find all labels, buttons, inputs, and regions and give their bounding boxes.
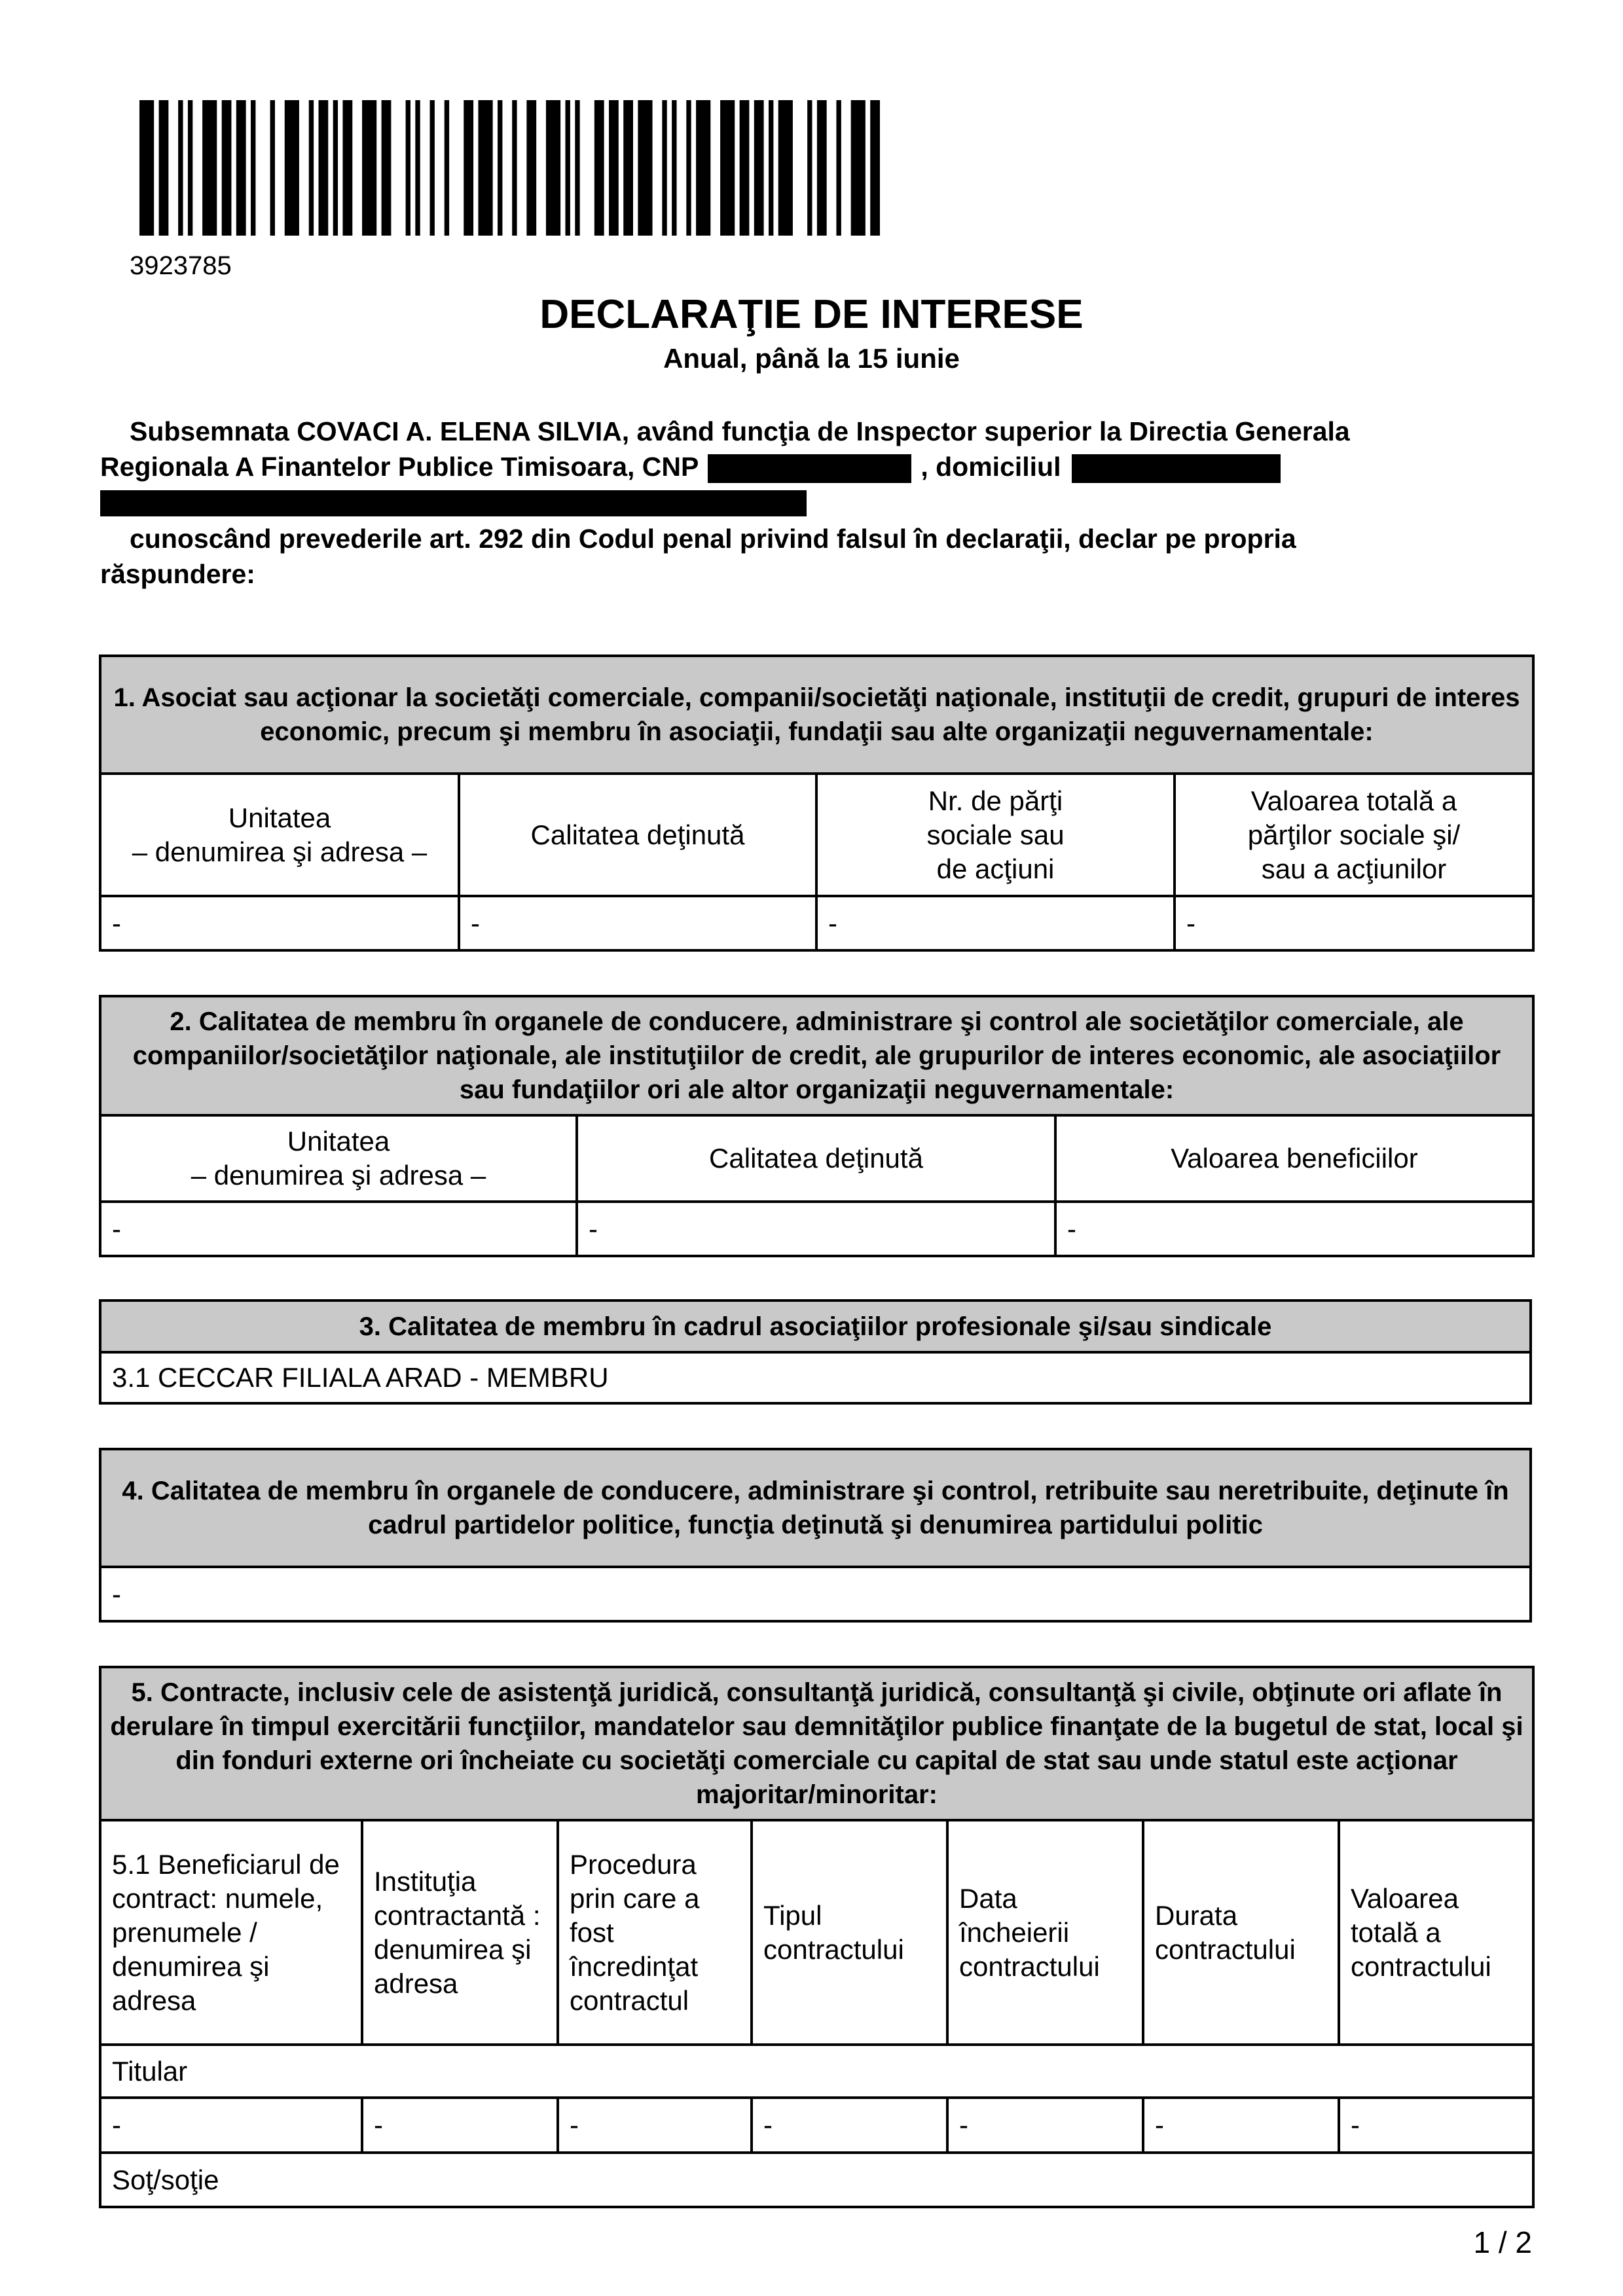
redacted-address xyxy=(1072,454,1281,483)
section-2-table xyxy=(99,995,1535,1257)
intro-line-3: cunoscând prevederile art. 292 din Codul penal privind falsul în declaraţii, declar pe propria xyxy=(130,524,1296,554)
barcode-bar xyxy=(285,100,299,236)
page-number: 1 / 2 xyxy=(1473,2225,1532,2259)
barcode-bar xyxy=(202,100,217,236)
barcode-bar xyxy=(594,100,604,236)
barcode-bar xyxy=(382,100,392,236)
barcode-bar xyxy=(464,100,473,236)
table-row xyxy=(100,1202,1533,1256)
section-5-heading: 5. Contracte, inclusiv cele de asistenţă juridică, consultanţă juridică, consultanţă şi civile, obţinute ori aflate în derulare în timpul exercitării funcţiilor, mandatelor sau demnităţilor publice finanţate de la bugetul de stat, local şi din fonduri externe ori încheiate cu societăţi comerciale cu capital de stat sau unde statul este acţionar majoritar/minoritar: xyxy=(100,1667,1533,1820)
table-row xyxy=(100,2098,1533,2153)
barcode-bar xyxy=(754,100,764,236)
intro-domiciliu-label: , domiciliul xyxy=(921,452,1061,482)
column-header: 5.1 Beneficiarul de contract: numele, prenumele / denumirea şi adresa xyxy=(100,1820,362,2045)
barcode-bar xyxy=(566,100,570,236)
barcode-bar xyxy=(720,100,735,236)
table-row xyxy=(100,1352,1531,1403)
barcode-bar xyxy=(686,100,691,236)
table-cell: - xyxy=(459,896,816,950)
barcode-bar xyxy=(406,100,410,236)
redacted-address-continued xyxy=(100,490,807,516)
barcode-bar xyxy=(769,100,773,236)
barcode-bar xyxy=(498,100,502,236)
barcode-bar xyxy=(415,100,420,236)
barcode-bar xyxy=(251,100,255,236)
intro-line-1: Subsemnata COVACI A. ELENA SILVIA, având funcţia de Inspector superior la Directia Generala xyxy=(130,416,1350,446)
barcode-bar xyxy=(526,100,536,236)
barcode-bar xyxy=(778,100,793,236)
barcode-bar xyxy=(362,100,376,236)
barcode-bar xyxy=(342,100,352,236)
section-5-heading-row xyxy=(100,1667,1533,1820)
section-4-heading-row xyxy=(100,1449,1531,1567)
column-header: Instituţia contractantă : denumirea şi adresa xyxy=(362,1820,558,2045)
barcode-bar xyxy=(575,100,579,236)
section-5-table xyxy=(99,1666,1535,2208)
column-header: Data încheierii contractului xyxy=(947,1820,1143,2045)
section-1-heading-row xyxy=(100,656,1533,774)
barcode-bar xyxy=(188,100,192,236)
barcode-bar xyxy=(851,100,866,236)
barcode-bar xyxy=(445,100,449,236)
barcode-bar xyxy=(696,100,710,236)
column-header: Unitatea – denumirea şi adresa – xyxy=(100,774,459,896)
barcode-bar xyxy=(309,100,314,236)
table-cell: - xyxy=(362,2098,558,2153)
barcode-bar xyxy=(512,100,517,236)
table-row xyxy=(100,1567,1531,1621)
column-header: Unitatea – denumirea şi adresa – xyxy=(100,1115,577,1202)
section-2-heading: 2. Calitatea de membru în organele de conducere, administrare şi control ale societăţilor comerciale, ale companiilor/societăţilor naţionale, ale instituţiilor de credit, ale grupurilor de interes economic, ale asociaţiilor sau fundaţiilor ori ale altor organizaţii neguvernamentale: xyxy=(100,996,1533,1115)
section-1-column-headers xyxy=(100,774,1533,896)
section-1-heading: 1. Asociat sau acţionar la societăţi comerciale, companii/societăţi naţionale, instituţii de credit, grupuri de interes economic, precum şi membru în asociaţii, fundaţii sau alte organizaţii neguvernamentale: xyxy=(100,656,1533,774)
barcode-bar xyxy=(319,100,329,236)
column-header: Nr. de părţi sociale sau de acţiuni xyxy=(816,774,1175,896)
group-label-spouse: Soţ/soţie xyxy=(100,2153,1533,2207)
group-label-titular: Titular xyxy=(100,2045,1533,2098)
barcode-bar xyxy=(740,100,750,236)
intro-line-2-text: Regionala A Finantelor Publice Timisoara, CNP xyxy=(100,452,699,482)
barcode-bar xyxy=(870,100,880,236)
table-cell: - xyxy=(100,2098,362,2153)
barcode-bar xyxy=(638,100,652,236)
column-header: Durata contractului xyxy=(1143,1820,1339,2045)
intro-line-4: răspundere: xyxy=(100,559,255,589)
document-subtitle: Anual, până la 15 iunie xyxy=(663,343,960,374)
barcode-bar xyxy=(662,100,666,236)
barcode-bar xyxy=(609,100,619,236)
table-cell: - xyxy=(1143,2098,1339,2153)
section-1-table xyxy=(99,655,1535,952)
barcode-bar xyxy=(236,100,246,236)
section-3-heading: 3. Calitatea de membru în cadrul asociaţiilor profesionale şi/sau sindicale xyxy=(100,1300,1531,1352)
table-cell: - xyxy=(1055,1202,1533,1256)
column-header: Calitatea deţinută xyxy=(459,774,816,896)
table-cell: - xyxy=(558,2098,752,2153)
barcode-bar xyxy=(478,100,492,236)
table-cell: - xyxy=(100,896,459,950)
section-4-heading: 4. Calitatea de membru în organele de conducere, administrare şi control, retribuite sau neretribuite, deţinute în cadrul partidelor politice, funcţia deţinută şi denumirea partidului politic xyxy=(100,1449,1531,1567)
section-5-column-headers xyxy=(100,1820,1533,2045)
section-2-heading-row xyxy=(100,996,1533,1115)
group-label-row xyxy=(100,2153,1533,2207)
table-cell: - xyxy=(1339,2098,1533,2153)
barcode xyxy=(139,100,880,236)
barcode-bar xyxy=(817,100,827,236)
table-row xyxy=(100,896,1533,950)
barcode-bar xyxy=(270,100,275,236)
redacted-cnp xyxy=(708,454,911,483)
table-cell: - xyxy=(816,896,1175,950)
section-3-heading-row xyxy=(100,1300,1531,1352)
table-cell: 3.1 CECCAR FILIALA ARAD - MEMBRU xyxy=(100,1352,1531,1403)
barcode-bar xyxy=(546,100,560,236)
section-4-table xyxy=(99,1448,1532,1623)
section-2-column-headers xyxy=(100,1115,1533,1202)
intro-line-2 xyxy=(100,450,1281,484)
barcode-bar xyxy=(430,100,435,236)
barcode-bar xyxy=(139,100,154,236)
table-cell: - xyxy=(100,1202,577,1256)
barcode-bar xyxy=(807,100,812,236)
table-cell: - xyxy=(100,1567,1531,1621)
group-label-row xyxy=(100,2045,1533,2098)
section-3-table xyxy=(99,1299,1532,1405)
barcode-bar xyxy=(159,100,169,236)
table-cell: - xyxy=(752,2098,947,2153)
column-header: Procedura prin care a fost încredinţat contractul xyxy=(558,1820,752,2045)
column-header: Calitatea deţinută xyxy=(577,1115,1055,1202)
barcode-bar xyxy=(623,100,633,236)
column-header: Valoarea beneficiilor xyxy=(1055,1115,1533,1202)
barcode-bar xyxy=(333,100,338,236)
table-cell: - xyxy=(577,1202,1055,1256)
table-cell: - xyxy=(947,2098,1143,2153)
column-header: Valoarea totală a părţilor sociale şi/ sau a acţiunilor xyxy=(1175,774,1533,896)
table-cell: - xyxy=(1175,896,1533,950)
barcode-bar xyxy=(836,100,841,236)
document-title: DECLARAŢIE DE INTERESE xyxy=(539,292,1084,337)
column-header: Valoarea totală a contractului xyxy=(1339,1820,1533,2045)
barcode-bar xyxy=(178,100,183,236)
column-header: Tipul contractului xyxy=(752,1820,947,2045)
barcode-bar xyxy=(672,100,676,236)
barcode-bar xyxy=(222,100,232,236)
barcode-number: 3923785 xyxy=(130,251,232,280)
